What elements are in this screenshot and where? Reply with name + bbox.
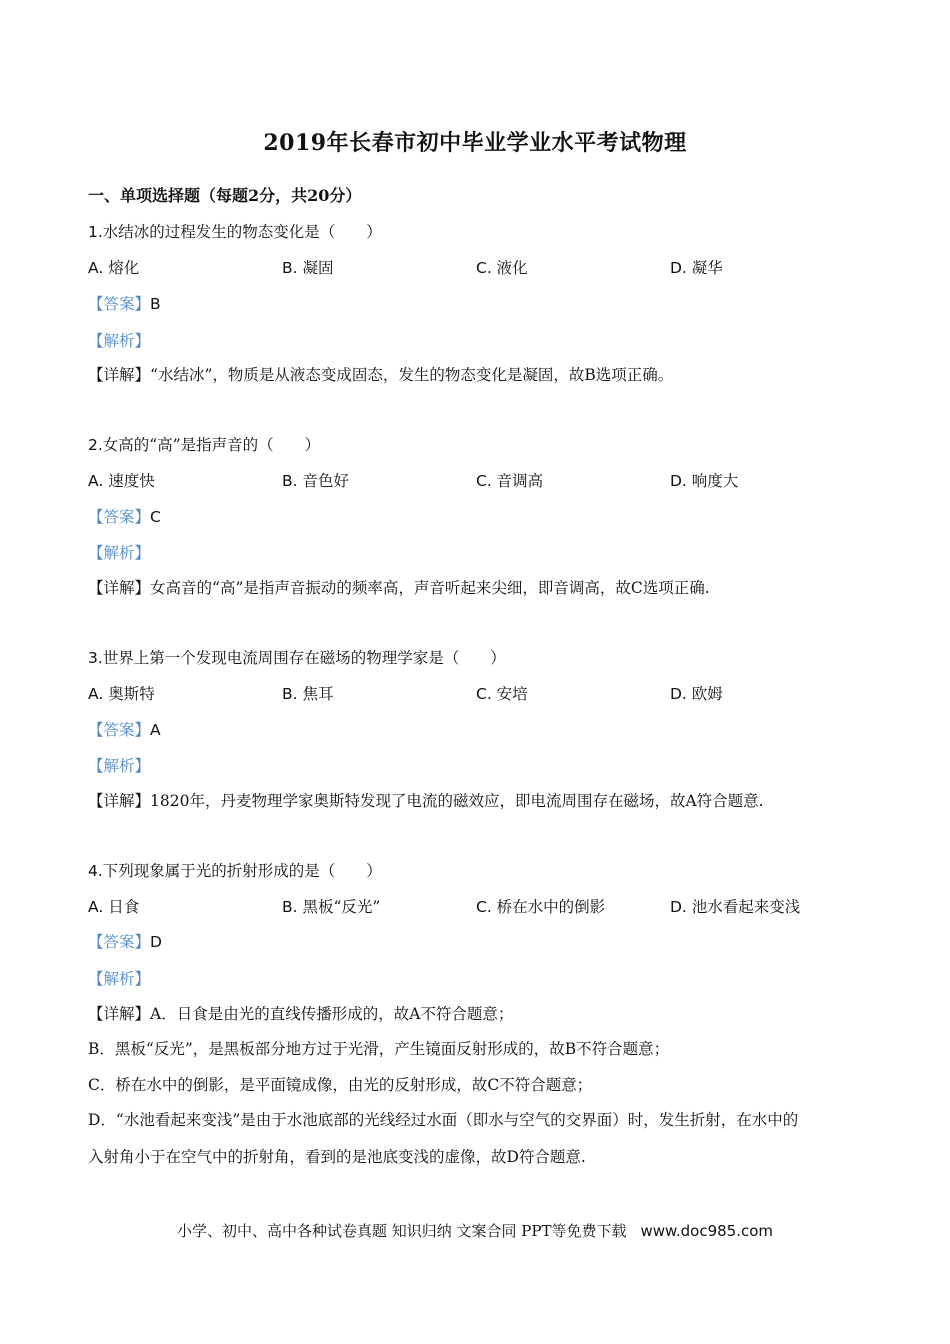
- footer-text: 小学、初中、高中各种试卷真题 知识归纳 文案合同 PPT等免费下载: [176, 1222, 627, 1240]
- analysis-line: [88, 329, 150, 351]
- detail-text: C．桥在水中的倒影，是平面镜成像，由光的反射形成，故C不符合题意；: [88, 1076, 593, 1094]
- detail-text: A．日食是由光的直线传播形成的，故A不符合题意；: [150, 1005, 514, 1023]
- detail-line: [88, 576, 710, 598]
- answer-line: [88, 292, 161, 314]
- detail-line: [88, 1037, 669, 1059]
- answer-line: [88, 505, 161, 527]
- detail-line: [88, 1002, 513, 1024]
- answer-line: [88, 930, 162, 952]
- analysis-line: [88, 541, 150, 563]
- detail-line: [88, 789, 764, 811]
- option-b: B. 黑板“反光”: [282, 898, 381, 916]
- option-d: D. 凝华: [670, 259, 723, 277]
- answer-tag: 【答案】: [88, 933, 151, 951]
- question-stem: [88, 646, 506, 668]
- page-footer: [0, 1220, 950, 1241]
- answer-tag: 【答案】: [88, 508, 151, 526]
- answer-tag: 【答案】: [88, 295, 151, 313]
- question-number: 1.: [88, 223, 103, 241]
- analysis-tag: 【解析】: [88, 544, 151, 562]
- detail-tag: 【详解】: [88, 366, 151, 384]
- option-b: B. 音色好: [282, 472, 349, 490]
- section-heading: 一、单项选择题（每题2分，共20分）: [88, 186, 362, 205]
- analysis-line: [88, 754, 150, 776]
- page-title: 2019年长春市初中毕业学业水平考试物理: [263, 130, 687, 156]
- question-number: 3.: [88, 649, 103, 667]
- analysis-tag: 【解析】: [88, 332, 151, 350]
- option-a: A. 奥斯特: [88, 685, 155, 703]
- question-text: 世界上第一个发现电流周围存在磁场的物理学家是（ ）: [102, 649, 506, 667]
- analysis-tag: 【解析】: [88, 970, 151, 988]
- option-c: C. 安培: [476, 685, 528, 703]
- answer-value: C: [150, 508, 161, 526]
- option-a: A. 速度快: [88, 472, 155, 490]
- option-c: C. 液化: [476, 259, 528, 277]
- option-d: D. 池水看起来变浅: [670, 898, 801, 916]
- detail-text: 入射角小于在空气中的折射角，看到的是池底变浅的虚像，故D符合题意.: [88, 1148, 586, 1166]
- option-b: B. 凝固: [282, 259, 334, 277]
- detail-text: “水结冰”，物质是从液态变成固态，发生的物态变化是凝固，故B选项正确。: [150, 366, 674, 384]
- answer-line: [88, 718, 161, 740]
- detail-line: [88, 363, 673, 385]
- question-stem: [88, 433, 320, 455]
- detail-tag: 【详解】: [88, 579, 151, 597]
- question-number: 4.: [88, 862, 103, 880]
- detail-line: [88, 1073, 592, 1095]
- analysis-tag: 【解析】: [88, 757, 151, 775]
- answer-value: D: [150, 933, 162, 951]
- detail-line: [88, 1108, 798, 1130]
- question-number: 2.: [88, 436, 103, 454]
- answer-value: B: [150, 295, 161, 313]
- question-text: 女高的“高”是指声音的（ ）: [102, 436, 321, 454]
- option-c: C. 音调高: [476, 472, 544, 490]
- option-a: A. 日食: [88, 898, 140, 916]
- footer-url[interactable]: www.doc985.com: [640, 1222, 774, 1240]
- detail-tag: 【详解】: [88, 792, 151, 810]
- option-c: C. 桥在水中的倒影: [476, 898, 606, 916]
- question-text: 下列现象属于光的折射形成的是（ ）: [102, 862, 382, 880]
- option-b: B. 焦耳: [282, 685, 334, 703]
- detail-text: B．黑板“反光”，是黑板部分地方过于光滑，产生镜面反射形成的，故B不符合题意；: [88, 1040, 670, 1058]
- analysis-line: [88, 967, 150, 989]
- question-stem: [88, 859, 382, 881]
- answer-tag: 【答案】: [88, 721, 151, 739]
- detail-text: 女高音的“高”是指声音振动的频率高，声音听起来尖细，即音调高，故C选项正确.: [150, 579, 710, 597]
- question-stem: [88, 220, 382, 242]
- option-d: D. 响度大: [670, 472, 739, 490]
- detail-line: [88, 1145, 586, 1167]
- option-a: A. 熔化: [88, 259, 140, 277]
- detail-text: 1820年，丹麦物理学家奥斯特发现了电流的磁效应，即电流周围存在磁场，故A符合题意.: [150, 792, 764, 810]
- question-text: 水结冰的过程发生的物态变化是（ ）: [102, 223, 382, 241]
- detail-tag: 【详解】: [88, 1005, 151, 1023]
- answer-value: A: [150, 721, 161, 739]
- option-d: D. 欧姆: [670, 685, 723, 703]
- detail-text: D．“水池看起来变浅”是由于水池底部的光线经过水面（即水与空气的交界面）时，发生折射，在水中的: [88, 1111, 799, 1129]
